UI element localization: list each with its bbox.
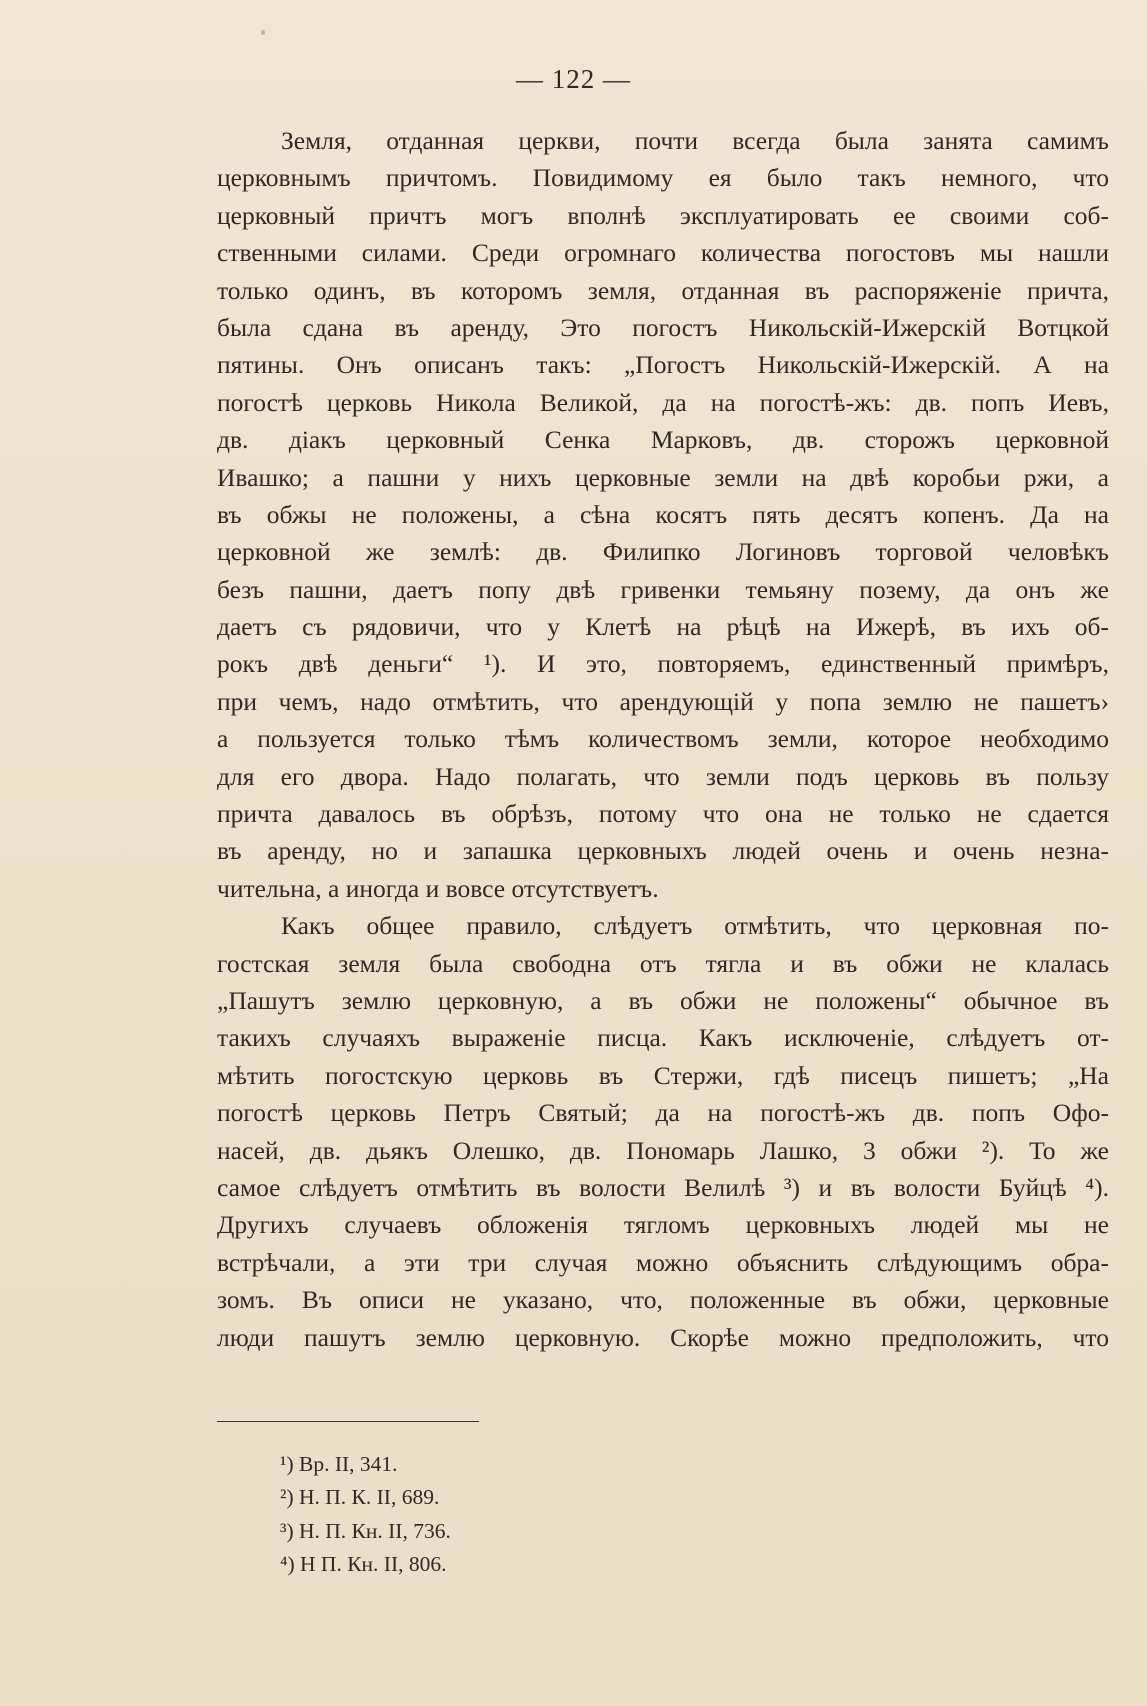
text-line: Ивашко; а пашни у нихъ церковные земли на двѣ коробьи ржи, а (217, 462, 1109, 492)
text-line: церковнымъ причтомъ. Повидимому ея было такъ немного, что (217, 163, 1109, 193)
footnote: ²) Н. П. К. II, 689. (280, 1485, 440, 1510)
text-line: люди пашутъ землю церковную. Скорѣе можно предположить, что (217, 1322, 1109, 1352)
text-line: даетъ съ рядовичи, что у Клетѣ на рѣцѣ на Ижерѣ, въ ихъ об- (217, 612, 1109, 642)
text-line: для его двора. Надо полагать, что земли подъ церковь въ пользу (217, 761, 1109, 791)
text-line: безъ пашни, даетъ попу двѣ гривенки темьяну поземy, да онъ же (217, 574, 1109, 604)
text-line: ственными силами. Среди огромнаго количества погостовъ мы нашли (217, 238, 1109, 268)
text-line: Другихъ случаевъ обложенія тягломъ церковныхъ людей мы не (217, 1210, 1109, 1240)
text-line: причта давалось въ обрѣзъ, потому что она не только не сдается (217, 799, 1109, 829)
text-line: мѣтить погостскую церковь въ Стержи, гдѣ писецъ пишетъ; „На (217, 1060, 1109, 1090)
text-line: такихъ случаяхъ выраженіе писца. Какъ исключеніе, слѣдуетъ от- (217, 1023, 1109, 1053)
text-line: чительна, а иногда и вовсе отсутствуетъ. (217, 873, 659, 903)
text-line: Какъ общее правило, слѣдуетъ отмѣтить, что церковная по- (281, 911, 1109, 941)
text-line: Земля, отданная церкви, почти всегда была занята самимъ (281, 126, 1109, 155)
footnote-separator (217, 1421, 479, 1422)
footnote: ⁴) Н П. Кн. II, 806. (280, 1551, 447, 1576)
text-line: погостѣ церковь Никола Великой, да на погостѣ-жъ: дв. попъ Иевъ, (217, 387, 1109, 417)
text-line: была сдана въ аренду, Это погостъ Никольскій-Ижерскій Вотцкой (217, 312, 1109, 342)
footnotes (280, 1448, 780, 1581)
text-line: самое слѣдуетъ отмѣтить въ волости Велилѣ ³) и въ волости Буйцѣ ⁴). (217, 1172, 1109, 1202)
text-line: пятины. Онъ описанъ такъ: „Погостъ Никольскій-Ижерскій. А на (217, 350, 1109, 380)
text-line: насей, дв. дьякъ Олешко, дв. Пономарь Лашко, 3 обжи ²). То же (217, 1135, 1109, 1165)
text-line: при чемъ, надо отмѣтить, что арендующій у попа землю не пашетъ› (217, 686, 1109, 716)
text-line: гостская земля была свободна отъ тягла и въ обжи не клалась (217, 948, 1109, 978)
text-line: дв. діакъ церковный Сенка Марковъ, дв. сторожъ церковной (217, 425, 1109, 455)
text-line: погостѣ церковь Петръ Святый; да на погостѣ-жъ дв. попъ Офо- (217, 1098, 1109, 1128)
text-line: а пользуется только тѣмъ количествомъ земли, которое необходимо (217, 724, 1109, 754)
footnote: ¹) Вр. II, 341. (280, 1452, 398, 1476)
text-line: церковной же землѣ: дв. Филипко Логиновъ торговой человѣкъ (217, 537, 1109, 567)
text-line: въ обжы не положены, а сѣна косятъ пять десятъ копенъ. Да на (217, 499, 1109, 529)
text-line: встрѣчали, а эти три случая можно объяснить слѣдующимъ обра- (217, 1247, 1109, 1277)
paper-speck (261, 30, 265, 35)
text-line: „Пашутъ землю церковную, а въ обжи не положены“ обычное въ (217, 985, 1109, 1015)
text-line: зомъ. Въ описи не указано, что, положенные въ обжи, церковные (217, 1285, 1109, 1315)
body-text (217, 122, 1109, 1356)
text-line: церковный причтъ могъ вполнѣ эксплуатировать ее своими соб- (217, 200, 1109, 230)
footnote: ³) Н. П. Кн. II, 736. (280, 1518, 451, 1543)
text-line: въ аренду, но и запашка церковныхъ людей очень и очень незна- (217, 836, 1109, 866)
text-line: рокъ двѣ деньги“ ¹). И это, повторяемъ, единственный примѣръ, (217, 649, 1109, 679)
page-number: — 122 — (516, 64, 631, 94)
text-line: только одинъ, въ которомъ земля, отданная въ распоряженіе причта, (217, 275, 1109, 305)
